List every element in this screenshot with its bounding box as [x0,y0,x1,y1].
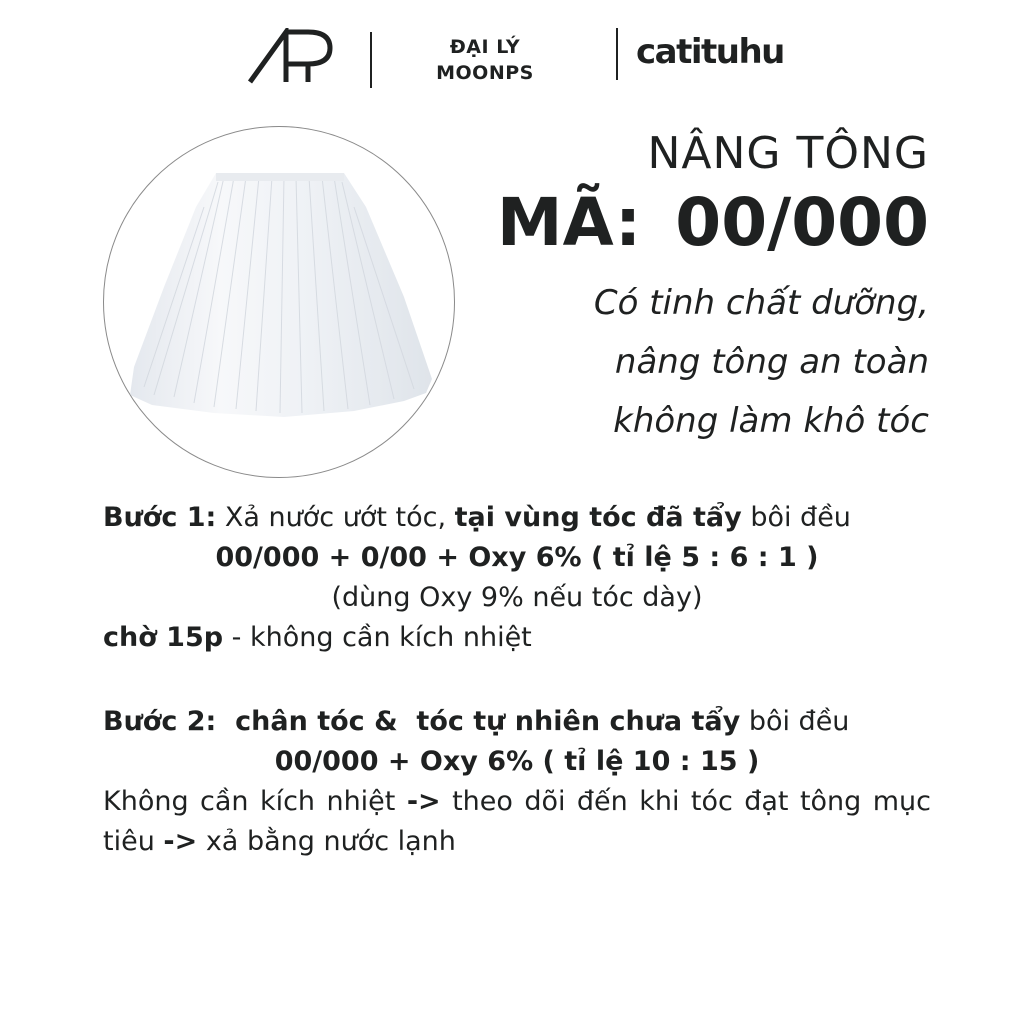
step-2-detail [103,782,931,862]
step-2-text: xả bằng nước lạnh [197,826,456,857]
wait-text: - không cần kích nhiệt [223,622,532,653]
arrow: -> [163,826,198,857]
formula-text: 00/000 + Oxy 6% ( tỉ lệ 10 : 15 ) [274,746,760,777]
step-2-text: theo dõi đến khi tóc đạt tông mục tiêu [103,786,931,857]
hair-swatch-image [104,127,455,478]
dealer-line-1: ĐẠI LÝ [449,36,521,58]
step-2-label: Bước 2: [103,706,217,737]
ap-logo [246,28,338,86]
step-1-area: tại vùng tóc đã tẩy [454,502,742,533]
ap-logo-text: AP [246,28,248,29]
step-2-text: Không cần kích nhiệt [103,786,407,817]
header-divider [616,28,618,80]
description-line: nâng tông an toàn [614,342,929,382]
arrow: -> [406,786,441,817]
step-2-area: chân tóc & tóc tự nhiên chưa tẩy [216,706,741,737]
product-description [594,274,929,451]
product-type: NÂNG TÔNG [647,128,929,179]
header [0,22,1024,92]
description-line: không làm khô tóc [613,401,929,441]
product-code-value: 00/000 [675,184,929,261]
formula-text: 00/000 + 0/00 + Oxy 6% ( tỉ lệ 5 : 6 : 1 ) [215,542,819,573]
step-1-intro [103,498,931,538]
description-line: Có tinh chất dưỡng, [593,283,929,323]
instructions [103,498,931,862]
step-1-label: Bước 1: [103,502,217,533]
step-1-formula [103,538,931,578]
dealer-label [400,34,570,86]
header-divider [370,32,372,88]
brand-logo: catituhu [636,32,784,72]
step-1-text: Xả nước ướt tóc, [216,502,455,533]
hair-color-swatch [103,126,455,478]
wait-time: chờ 15p [103,622,224,653]
step-2-text: bôi đều [740,706,850,737]
step-1-note: (dùng Oxy 9% nếu tóc dày) [331,582,703,613]
step-1-wait [103,618,931,658]
product-code [497,184,929,261]
step-1-text: bôi đều [741,502,851,533]
dealer-line-2: MOONPS [436,62,534,84]
product-code-label: MÃ: [496,184,642,261]
step-2-formula [103,742,931,782]
step-2-intro [103,702,931,742]
